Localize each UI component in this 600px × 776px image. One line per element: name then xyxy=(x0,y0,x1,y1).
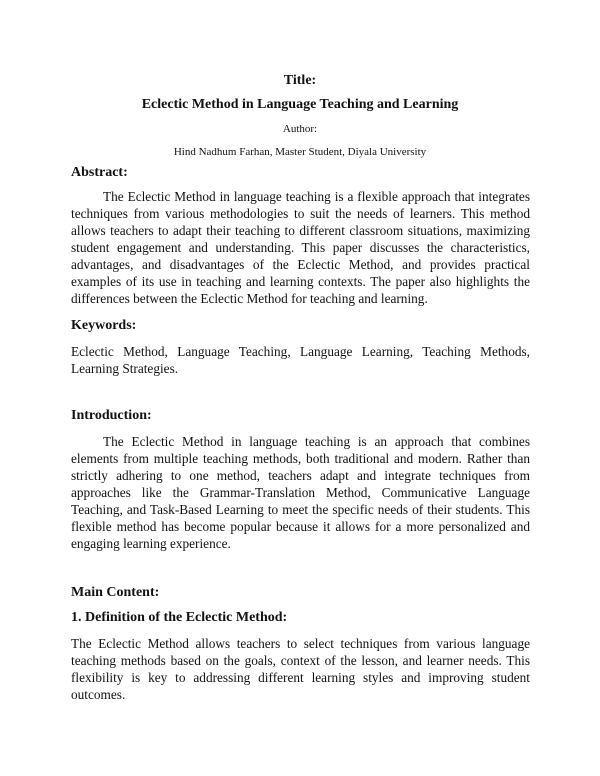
keywords-heading: Keywords: xyxy=(71,318,137,333)
introduction-heading: Introduction: xyxy=(71,408,152,423)
keywords-text: Eclectic Method, Language Teaching, Language Learning, Teaching Methods, Learning Strategies. xyxy=(71,344,530,376)
section-heading: 1. Definition of the Eclectic Method: xyxy=(71,610,288,625)
author-name: Hind Nadhum Farhan, Master Student, Diyala University xyxy=(173,146,427,158)
section-text: The Eclectic Method allows teachers to select techniques from various language teaching methods based on the goals, context of the lesson, and learner needs. This flexibility is key to addressing different learning styles and improving student outcomes. xyxy=(71,636,530,702)
abstract-text: The Eclectic Method in language teaching is a flexible approach that integrates techniques from various methodologies to suit the needs of learners. This method allows teachers to adapt their teaching to different classroom situations, maximizing student engagement and understanding. This paper discusses the characteristics, advantages, and disadvantages of the Eclectic Method, and provides practical examples of its use in teaching and learning contexts. The paper also highlights the differences between the Eclectic Method for teaching and learning. xyxy=(71,189,530,306)
introduction-text: The Eclectic Method in language teaching is an approach that combines elements from multiple teaching methods, both traditional and modern. Rather than strictly adhering to one method, teachers adapt and integrate techniques from approaches like the Grammar-Translation Method, Communicative Language Teaching, and Task-Based Learning to meet the specific needs of their students. This flexible method has become popular because it allows for a more personalized and engaging learning experience. xyxy=(71,434,530,551)
abstract-heading: Abstract: xyxy=(71,165,128,180)
main-content-heading: Main Content: xyxy=(71,585,160,600)
author-label: Author: xyxy=(282,123,318,135)
title-label: Title: xyxy=(283,73,317,88)
paper-title: Eclectic Method in Language Teaching and Learning xyxy=(141,97,459,112)
